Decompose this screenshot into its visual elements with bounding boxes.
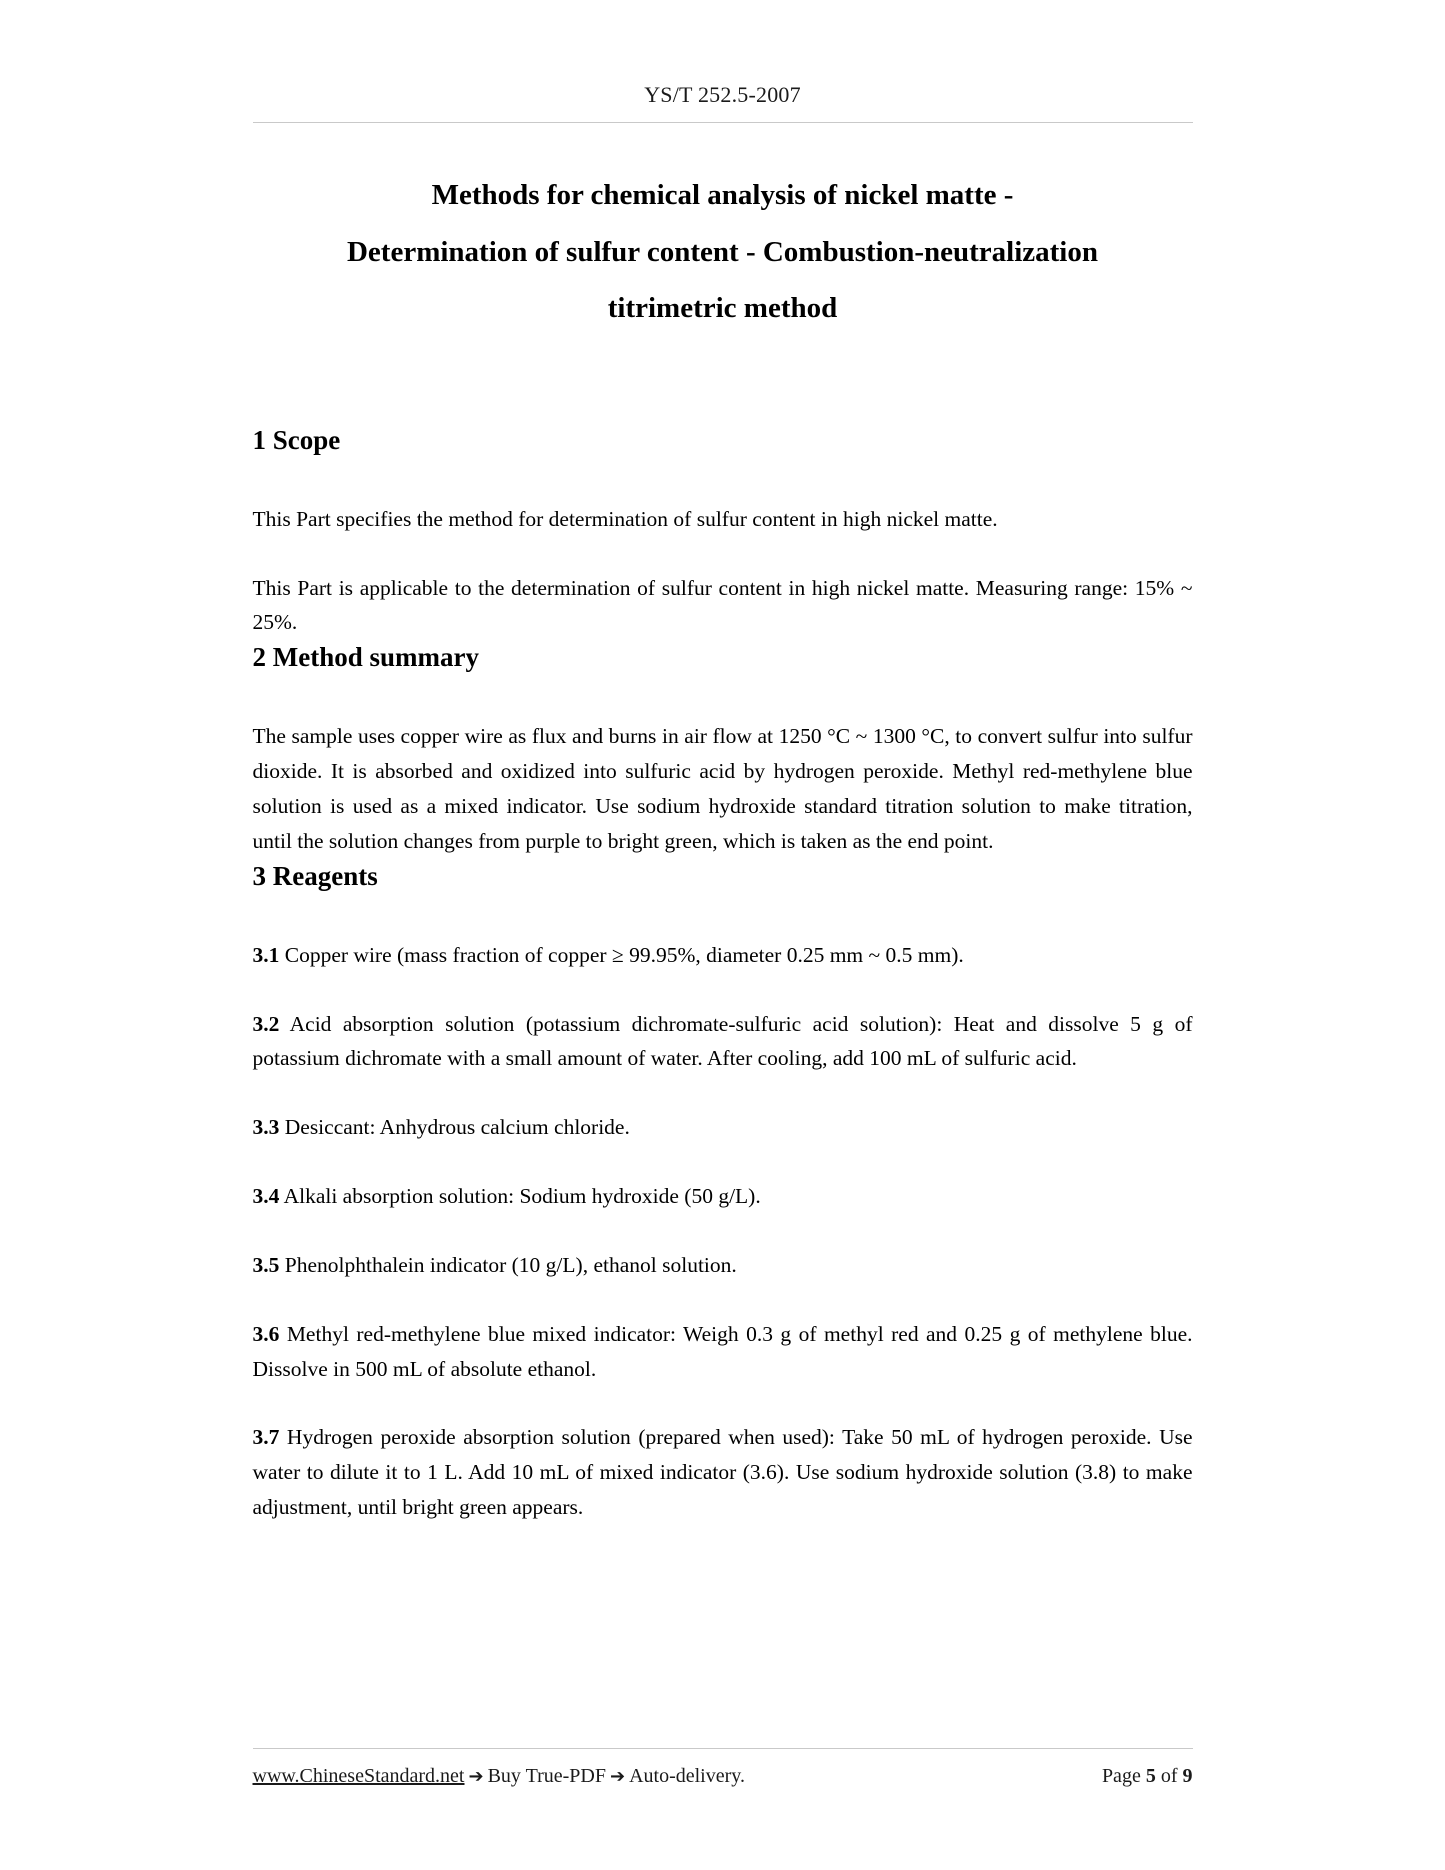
reagent-number: 3.3 (252, 1115, 280, 1140)
reagent-text: Phenolphthalein indicator (10 g/L), ethanol solution. (279, 1252, 737, 1277)
footer-buy-text: Buy True-PDF (487, 1765, 606, 1787)
reagent-text: Desiccant: Anhydrous calcium chloride. (279, 1115, 630, 1140)
reagent-text: Acid absorption solution (potassium dichromate-sulfuric acid solution): Heat and dissolve 5 g of potassium dichromate with a small amount of water. After cooling, add 100 mL of sulfuric acid. (252, 1011, 1193, 1071)
page-title (253, 167, 1193, 337)
reagent-text: Alkali absorption solution: Sodium hydroxide (50 g/L). (279, 1184, 761, 1209)
of-word: of (1160, 1765, 1178, 1787)
reagent-number: 3.2 (252, 1011, 280, 1036)
reagent-text: Hydrogen peroxide absorption solution (prepared when used): Take 50 mL of hydrogen peroxide. Use water to dilute it to 1 L. Add 10 mL of mixed indicator (3.6). Use sodium hydroxide solution (3.8) to make adjustment, until bright green appears. (252, 1425, 1193, 1519)
scope-paragraph-2: This Part is applicable to the determination of sulfur content in high nickel matte. Measuring range: 15% ~ 25%. (252, 575, 1193, 635)
footer-site-link[interactable]: www.ChineseStandard.net (252, 1765, 465, 1787)
title-line-2: Determination of sulfur content - Combustion-neutralization (346, 235, 1098, 268)
page-total: 9 (1182, 1765, 1193, 1787)
footer-pagination (1102, 1765, 1193, 1788)
arrow-right-icon-2: ➔ (609, 1766, 626, 1787)
section-heading-scope: 1 Scope (252, 424, 341, 455)
reagent-item-3-1 (253, 938, 1193, 973)
reagent-text: Methyl red-methylene blue mixed indicator: Weigh 0.3 g of methyl red and 0.25 g of methylene blue. Dissolve in 500 mL of absolute ethanol. (252, 1321, 1193, 1381)
scope-paragraph-1: This Part specifies the method for determination of sulfur content in high nickel matte. (252, 506, 998, 531)
reagent-item-3-5 (253, 1248, 1193, 1283)
title-line-3: titrimetric method (607, 292, 838, 325)
method-summary-paragraph-1: The sample uses copper wire as flux and burns in air flow at 1250 °C ~ 1300 °C, to convert sulfur into sulfur dioxide. It is absorbed and oxidized into sulfuric acid by hydrogen peroxide. Methyl red-methylene blue solution is used as a mixed indicator. Use sodium hydroxide standard titration solution to make titration, until the solution changes from purple to bright green, which is taken as the end point. (252, 724, 1193, 853)
reagent-item-3-2 (253, 1007, 1193, 1077)
reagent-number: 3.1 (252, 942, 280, 967)
reagent-item-3-6 (253, 1317, 1193, 1387)
title-spacer (253, 337, 1193, 423)
reagent-number: 3.7 (252, 1425, 280, 1450)
page-footer (0, 1748, 1445, 1788)
arrow-right-icon: ➔ (468, 1766, 484, 1787)
reagent-item-3-3 (253, 1110, 1193, 1145)
section-heading-method-summary: 2 Method summary (252, 642, 479, 673)
reagent-text: Copper wire (mass fraction of copper ≥ 99.95%, diameter 0.25 mm ~ 0.5 mm). (279, 942, 964, 967)
reagent-item-3-4 (253, 1179, 1193, 1214)
page-header (0, 0, 1445, 108)
header-standard-code: YS/T 252.5-2007 (644, 82, 801, 107)
page-word: Page (1101, 1765, 1141, 1787)
page-number: 5 (1145, 1765, 1156, 1787)
footer-divider (253, 1748, 1193, 1749)
footer-promo (253, 1765, 745, 1788)
document-content (253, 123, 1193, 1525)
reagent-item-3-7 (253, 1420, 1193, 1524)
section-heading-reagents: 3 Reagents (252, 860, 378, 891)
reagent-number: 3.4 (252, 1184, 280, 1209)
footer-delivery-text: Auto-delivery. (629, 1765, 745, 1787)
reagent-number: 3.5 (252, 1252, 280, 1277)
reagent-number: 3.6 (252, 1321, 280, 1346)
title-line-1: Methods for chemical analysis of nickel matte - (431, 179, 1014, 211)
